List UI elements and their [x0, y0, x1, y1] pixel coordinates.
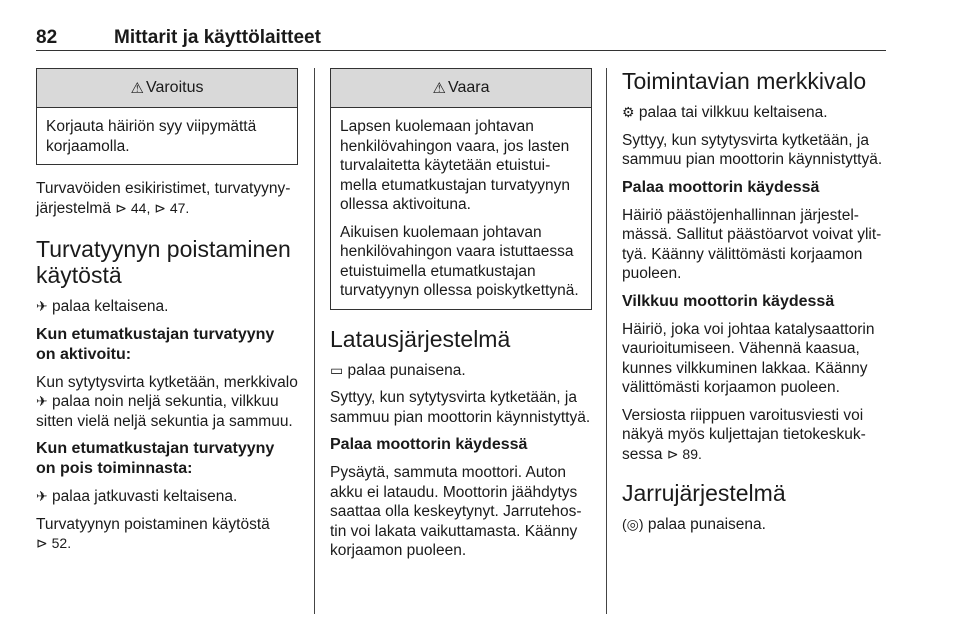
warning-text: Korjauta häiriön syy viipymättä korjaamolla.: [46, 118, 257, 155]
battery-icon: ▭: [330, 361, 344, 378]
subheading: Palaa moottorin käydessä: [330, 436, 528, 453]
status-text: palaa punaisena.: [647, 516, 766, 533]
body-paragraph: Syttyy, kun sytytysvirta kytketään, ja sammuu pian moottorin käynnistyttyä.: [622, 131, 883, 168]
subheading: Kun etumatkustajan turvatyyny on aktivoitu:: [36, 325, 275, 363]
body-paragraph: [622, 406, 890, 465]
body-paragraph: Häiriö, joka voi johtaa katalysaattorin vaurioitumiseen. Vähennä kaasua, kunnes vilkkuminen lakkaa. Käänny välittömästi korjaamon puoleen.: [622, 320, 875, 396]
danger-text: Aikuisen kuolemaan johtavan henkilövahingon vaara istuttaessa etuistuimella etumatkustajan turvatyynyn ollessa poiskytkettynä.: [340, 223, 579, 299]
status-text: palaa punaisena.: [347, 361, 466, 379]
body-text: Kun sytytysvirta kytketään, merkkivalo: [36, 373, 298, 391]
brake-system-icon: (◎): [622, 516, 644, 532]
danger-text: Lapsen kuolemaan johtavan henkilövahingon vaara, jos lasten turvalaitetta käytetään etuistuimella etumatkustajan turvatyynyn ollessa aktivoituna.: [340, 118, 571, 213]
page-header: [36, 26, 886, 51]
subheading: Palaa moottorin käydessä: [622, 178, 820, 196]
status-text: palaa keltaisena.: [52, 298, 169, 315]
status-line: [622, 103, 890, 123]
column-1: [36, 68, 298, 562]
body-text: Versiosta riippuen varoitusviesti voi näkyä myös kuljettajan tietokeskuksessa: [622, 406, 866, 463]
danger-box-header: [331, 69, 591, 108]
column-3: [622, 68, 890, 543]
subheading: Vilkkuu moottorin käydessä: [622, 292, 835, 310]
page-number: 82: [36, 27, 58, 48]
status-line: [622, 515, 890, 535]
body-paragraph: [36, 487, 298, 507]
body-text: Turvatyynyn poistaminen käytöstä: [36, 515, 270, 533]
section-heading: Latausjärjestelmä: [330, 325, 511, 352]
subheading: Kun etumatkustajan turvatyyny on pois toiminnasta:: [36, 440, 275, 477]
intro-paragraph: [36, 179, 298, 218]
status-text: palaa tai vilkkuu keltaisena.: [638, 104, 828, 121]
body-paragraph: [36, 373, 298, 432]
airbag-off-icon: ✈: [36, 298, 48, 314]
status-line: [36, 297, 298, 317]
airbag-off-icon: ✈: [36, 488, 48, 504]
warning-triangle-icon: ⚠: [432, 80, 446, 97]
running-title: Mittarit ja käyttölaitteet: [114, 27, 321, 48]
section-heading: Jarrujärjestelmä: [622, 480, 786, 506]
column-2: [330, 68, 592, 569]
page-reference: ⊳ 44, ⊳ 47.: [115, 199, 190, 216]
danger-title: Vaara: [447, 79, 490, 96]
column-divider: [606, 68, 607, 614]
body-text: palaa jatkuvasti keltaisena.: [52, 488, 238, 505]
column-divider: [314, 68, 315, 614]
airbag-off-icon: ✈: [36, 393, 48, 409]
section-heading: Turvatyynyn poistaminen käytöstä: [36, 236, 291, 288]
body-paragraph: Häiriö päästöjenhallinnan järjestelmässä. Sallitut päästöarvot voivat ylittyä. Käänny välittömästi korjaamon puoleen.: [622, 206, 882, 282]
warning-box-header: [37, 69, 297, 108]
body-paragraph: Pysäytä, sammuta moottori. Auton akku ei lataudu. Moottorin jäähdytys saattaa olla keskeytynyt. Jarrutehostin voi lakata vaikuttamasta. Käänny korjaamon puoleen.: [330, 464, 582, 559]
warning-title: Varoitus: [145, 79, 204, 96]
body-paragraph: [36, 515, 298, 554]
body-paragraph: Syttyy, kun sytytysvirta kytketään, ja sammuu pian moottorin käynnistyttyä.: [330, 389, 591, 426]
section-heading: Toimintavian merkkivalo: [622, 68, 867, 94]
status-line: [330, 361, 592, 381]
warning-box: [36, 68, 298, 165]
warning-triangle-icon: ⚠: [130, 80, 144, 97]
page-reference: ⊳ 52.: [36, 535, 72, 551]
body-text: palaa noin neljä sekuntia, vilkkuu sitten vielä neljä sekuntia ja sammuu.: [36, 393, 293, 430]
check-engine-icon: ⚙: [622, 104, 635, 120]
intro-text: Turvavöiden esikiristimet, turvatyynyjärjestelmä: [36, 180, 291, 217]
page-reference: ⊳ 89.: [666, 445, 702, 462]
danger-box: [330, 68, 592, 310]
